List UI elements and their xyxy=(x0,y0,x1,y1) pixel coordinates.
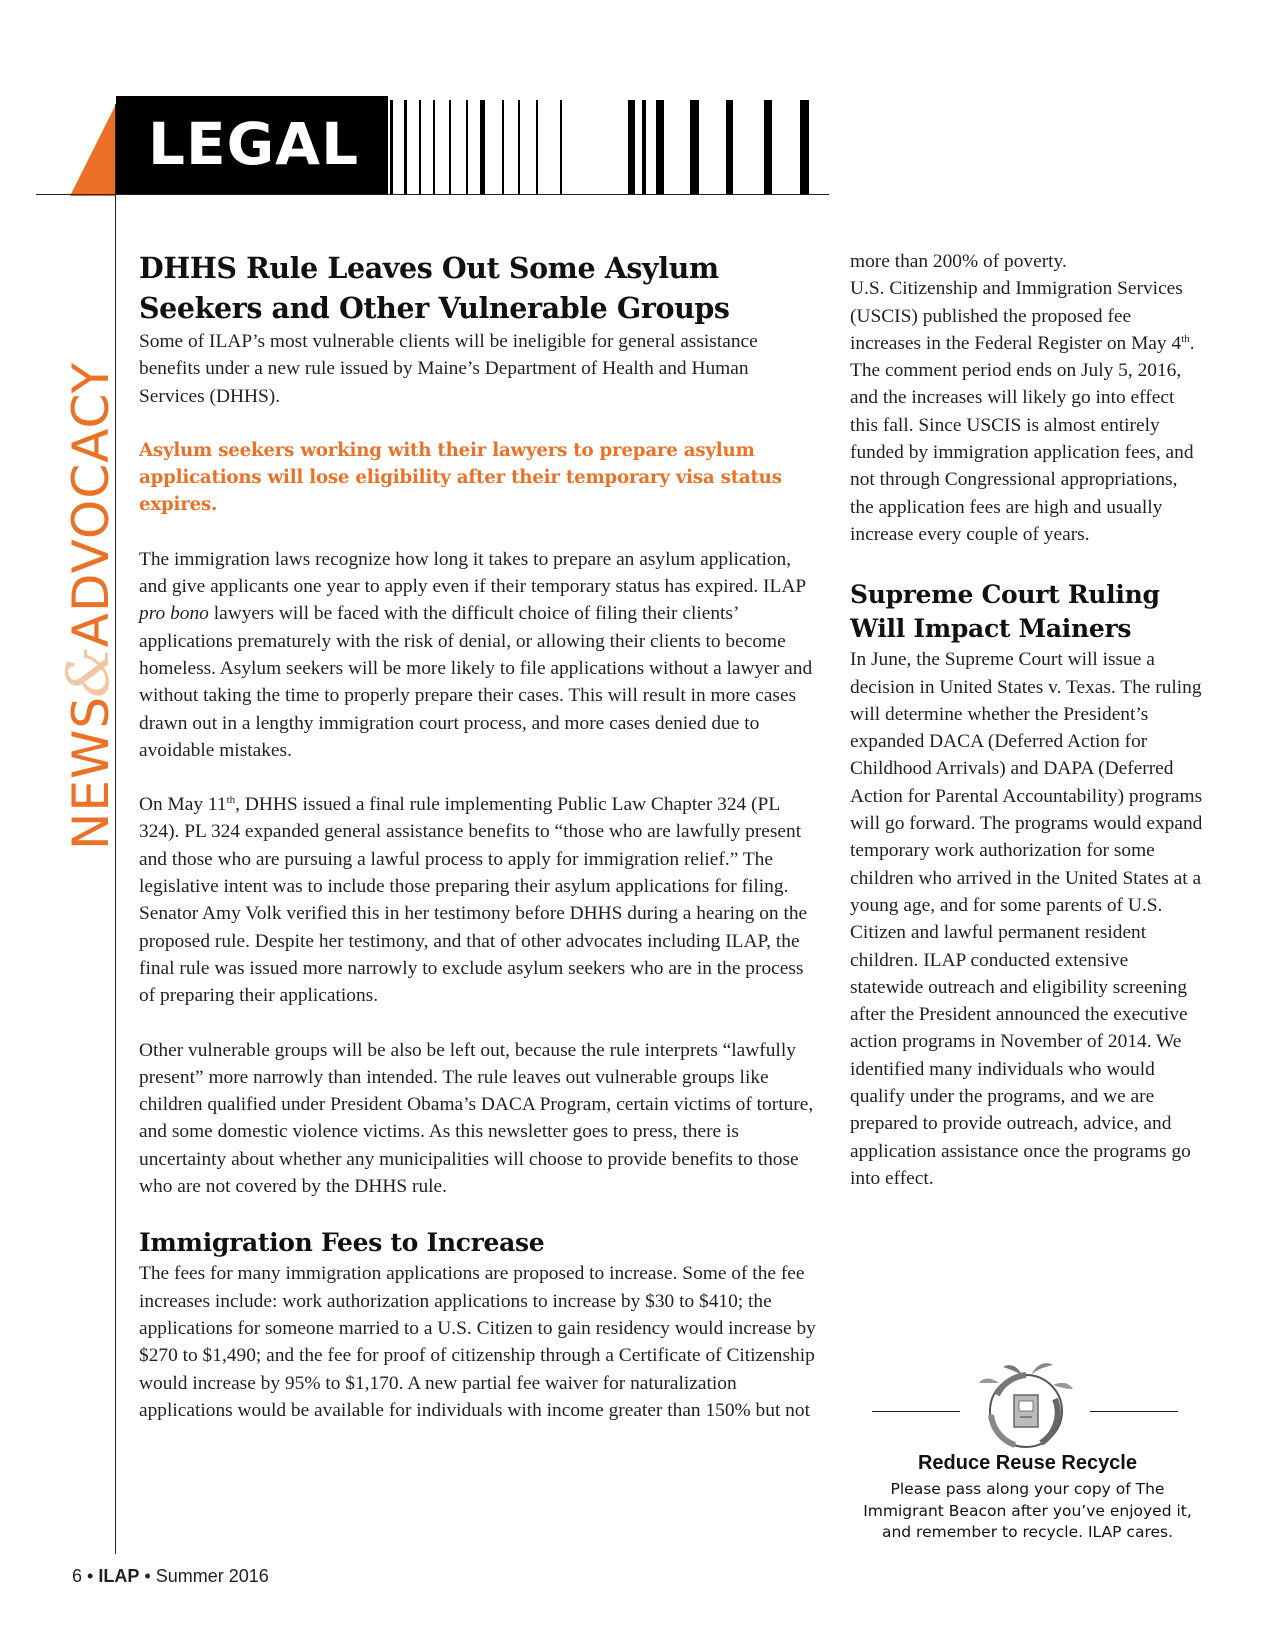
article-paragraph: Other vulnerable groups will be also be left out, because the rule interprets “lawfully present” more narrowly than intended. The rule leaves out vulnerable groups like children qualified under President Obama’s DACA Program, certain victims of torture, and some domestic violence victims. As this newsletter goes to press, there is uncertainty about whether any municipalities will choose to provide benefits to those who are not covered by the DHHS rule. xyxy=(139,1039,814,1198)
italic-term: pro bono xyxy=(139,603,209,625)
article-intro: Some of ILAP’s most vulnerable clients will be ineligible for general assistance benefits under a new rule issued by Maine’s Department of Health and Human Services (DHHS). xyxy=(139,331,758,407)
footer-bullet: • xyxy=(87,1566,94,1586)
recycle-notice xyxy=(850,1355,1205,1541)
article-title-supreme-court: Supreme Court Ruling Will Impact Mainers xyxy=(850,580,1160,644)
side-label-news: NEWS xyxy=(62,695,120,850)
recycle-rule-left xyxy=(872,1411,960,1412)
barcode-decoration xyxy=(390,100,830,195)
side-label-ampersand: & xyxy=(54,645,122,698)
side-label xyxy=(54,210,122,850)
orange-accent-triangle xyxy=(70,104,116,196)
article-paragraph: The immigration laws recognize how long it takes to prepare an asylum application, and give applicants one year to apply even if their temporary status has expired. ILAP pro bono lawyers will be faced with the difficult choice of filing their clients’ applications prematurely with the risk of denial, or allowing their clients to become homeless. Asylum seekers will be more likely to file applications without a lawyer and without taking the time to properly prepare their cases. This will result in more cases drawn out in a lengthy immigration court process, and more cases denied due to avoidable mistakes. xyxy=(139,548,813,761)
recycle-title: Reduce Reuse Recycle xyxy=(917,1452,1137,1474)
article-paragraph: The fees for many immigration applications are proposed to increase. Some of the fee increases include: work authorization applications to increase by $30 to $410; the applications for someone married to a U.S. Citizen to gain residency would increase by $270 to $1,490; and the fee for proof of citizenship through a Certificate of Citizenship would increase by 95% to $1,170. A new partial fee waiver for naturalization applications would be available for individuals with income greater than 150% but not xyxy=(139,1263,816,1421)
page-footer xyxy=(72,1566,269,1587)
article-title-fees: Immigration Fees to Increase xyxy=(139,1228,545,1258)
side-label-advocacy: ADVOCACY xyxy=(62,361,120,648)
section-banner xyxy=(116,96,388,194)
right-column xyxy=(850,248,1205,1192)
header-rule xyxy=(36,194,829,195)
recycle-globe-icon xyxy=(965,1355,1087,1451)
footer-bullet: • xyxy=(144,1566,151,1586)
section-label: LEGAL xyxy=(148,110,360,178)
article-paragraph: more than 200% of poverty. xyxy=(850,251,1067,272)
article-paragraph: In June, the Supreme Court will issue a decision in United States v. Texas. The ruling will determine whether the President’s expanded DACA (Deferred Action for Childhood Arrivals) and DAPA (Deferred Action for Parental Accountability) programs will go forward. The programs would expand temporary work authorization for some children who arrived in the United States at a young age, and for some parents of U.S. Citizen and lawful permanent resident children. ILAP conducted extensive statewide outreach and eligibility screening after the President announced the executive action programs in November of 2014. We identified many individuals who would qualify under the programs, and we are prepared to provide outreach, advice, and application assistance once the programs go into effect. xyxy=(850,649,1203,1189)
recycle-message: Please pass along your copy of The Immigrant Beacon after you’ve enjoyed it, and remember to recycle. ILAP cares. xyxy=(863,1480,1192,1541)
article-title-dhhs: DHHS Rule Leaves Out Some Asylum Seekers and Other Vulnerable Groups xyxy=(139,251,730,325)
page-number: 6 xyxy=(72,1566,83,1586)
footer-issue: Summer 2016 xyxy=(155,1566,269,1586)
footer-org: ILAP xyxy=(98,1566,140,1586)
article-paragraph: On May 11th, DHHS issued a final rule implementing Public Law Chapter 324 (PL 324). PL 324 expanded general assistance benefits to “those who are lawfully present and those who are pursuing a lawful process to apply for immigration relief.” The legislative intent was to include those preparing their asylum applications for filing. Senator Amy Volk verified this in her testimony before DHHS during a hearing on the proposed rule. Despite her testimony, and that of other advocates including ILAP, the final rule was issued more narrowly to exclude asylum seekers who are in the process of preparing their applications. xyxy=(139,794,808,1007)
left-column xyxy=(139,248,819,1424)
recycle-rule-right xyxy=(1090,1411,1178,1412)
article-paragraph: U.S. Citizenship and Immigration Services (USCIS) published the proposed fee increases in the Federal Register on May 4th. The comment period ends on July 5, 2016, and the increases will likely go into effect this fall. Since USCIS is almost entirely funded by immigration application fees, and not through Congressional appropriations, the application fees are high and usually increase every couple of years. xyxy=(850,278,1195,545)
article-highlight: Asylum seekers working with their lawyers to prepare asylum applications will lose eligibility after their temporary visa status expires. xyxy=(139,439,782,516)
